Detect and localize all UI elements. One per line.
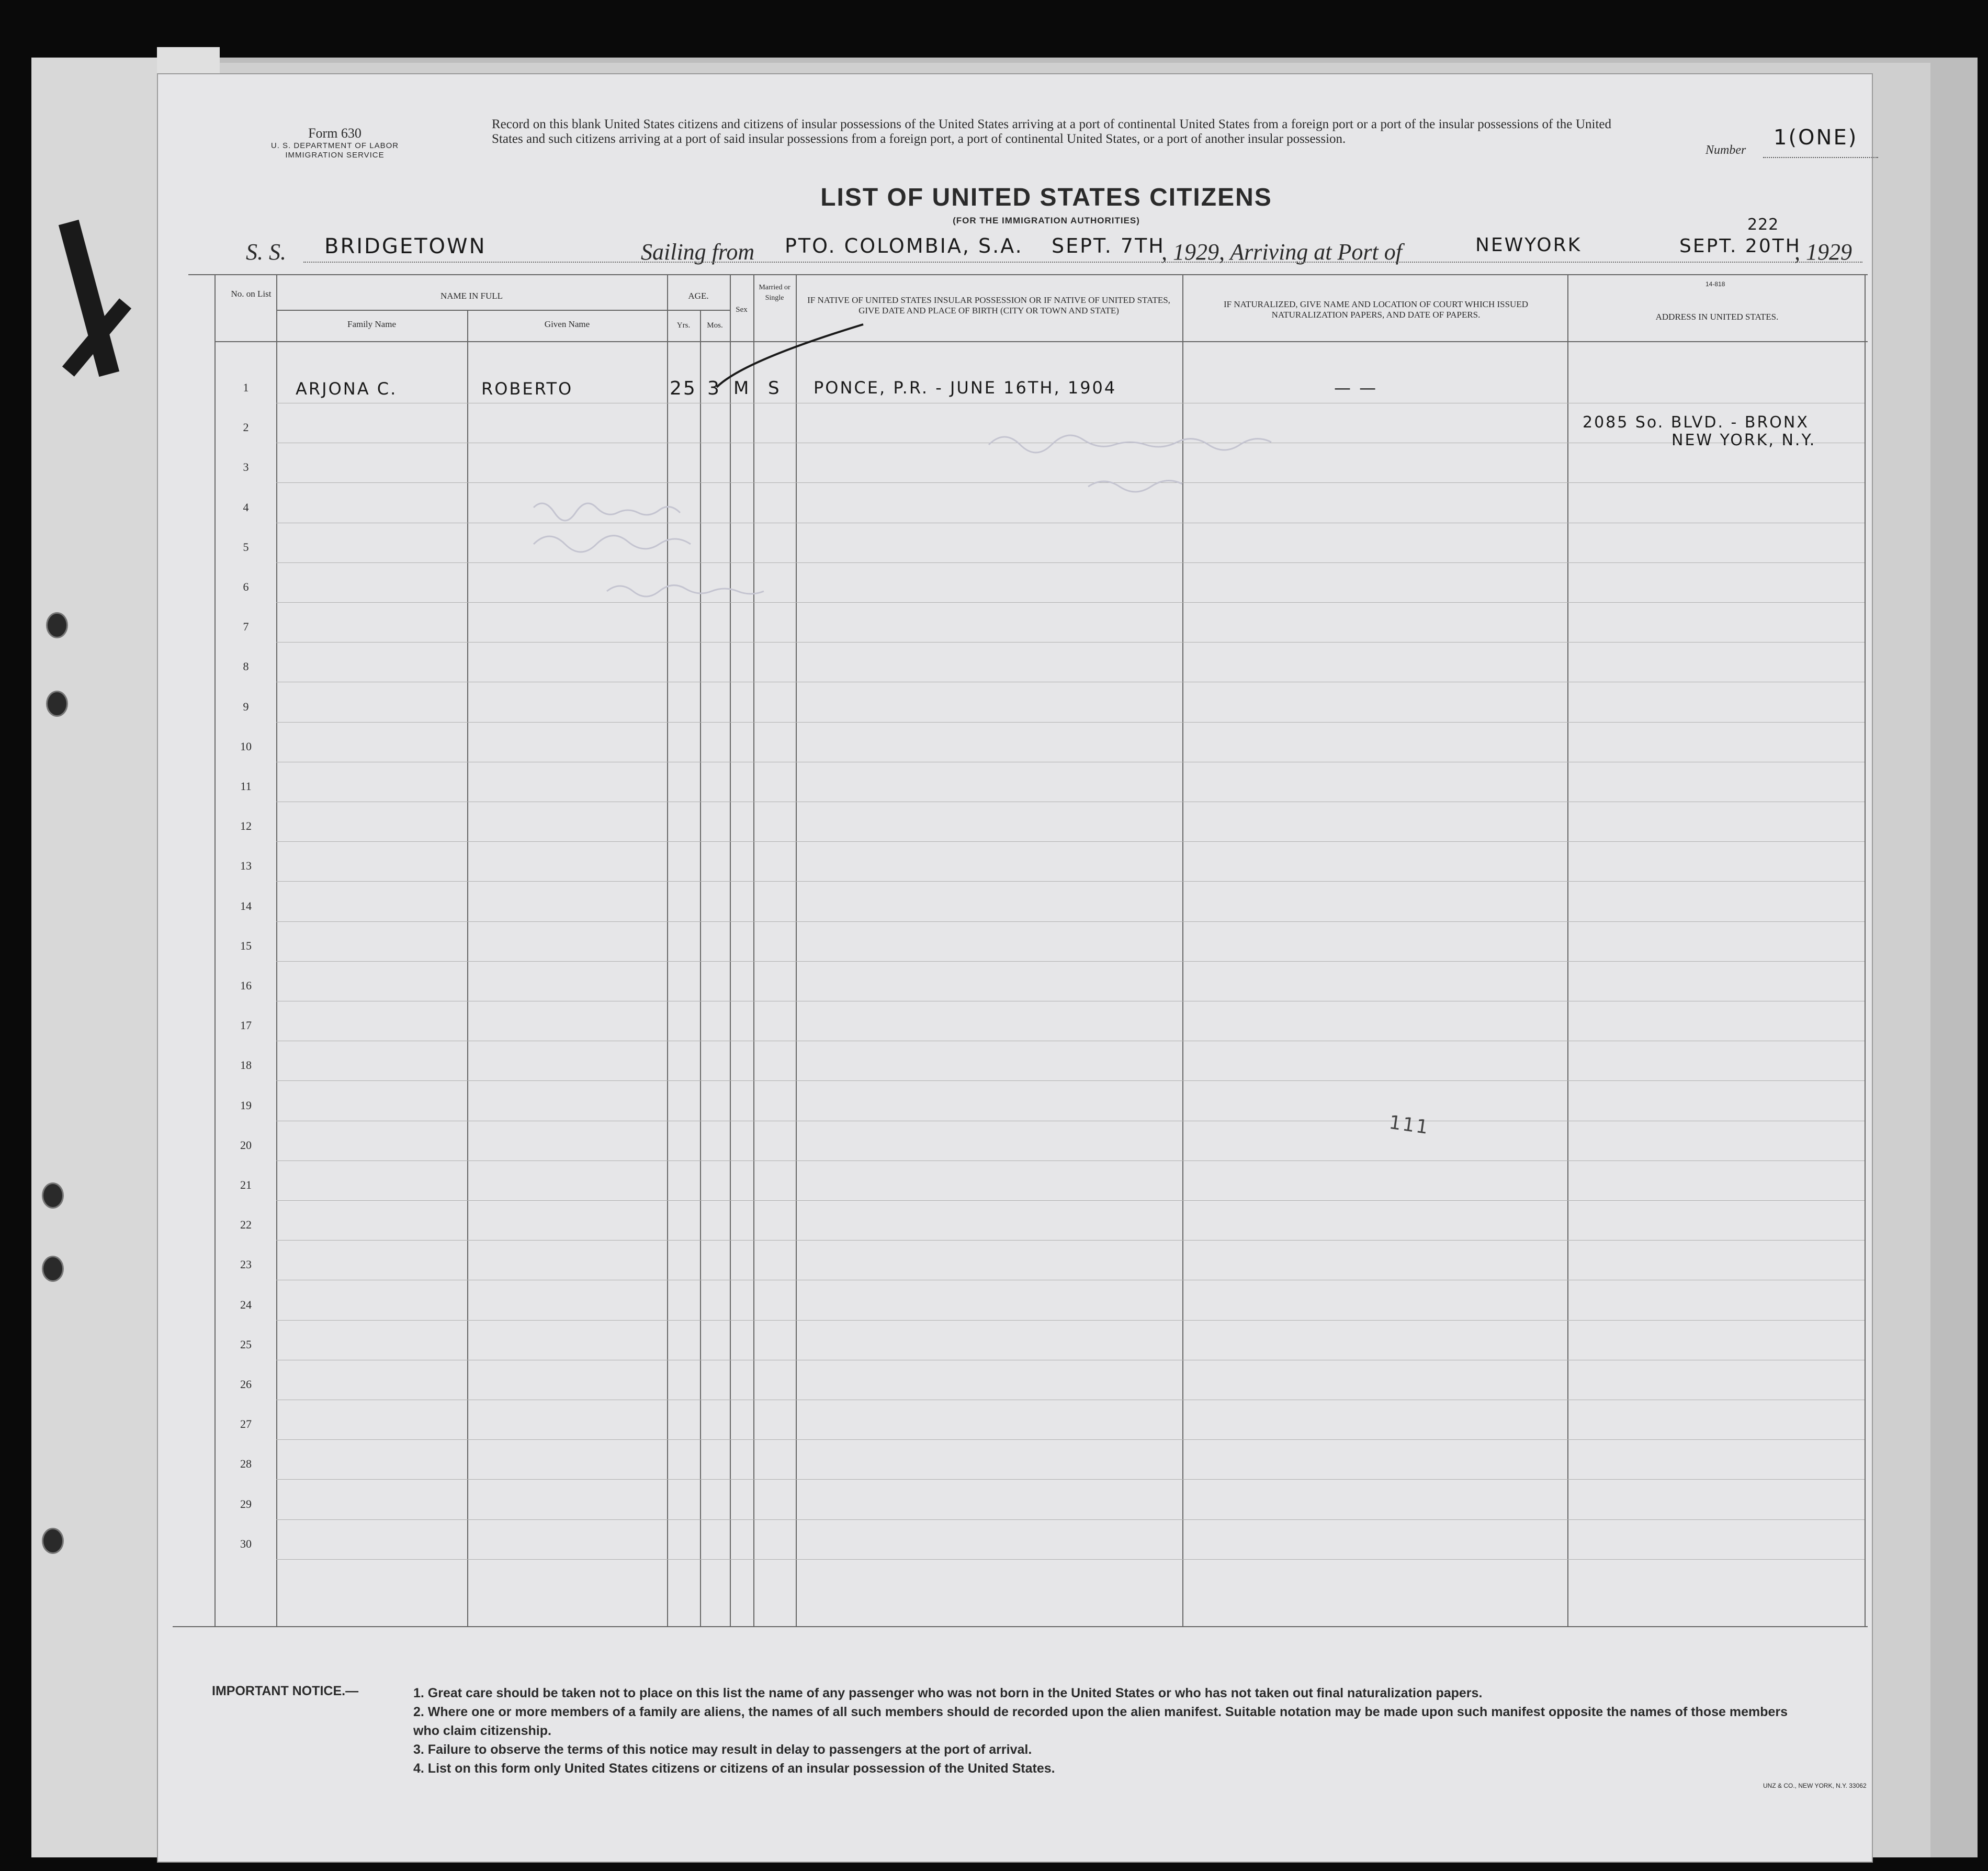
arrival-date-annotation: 222 (1747, 216, 1779, 234)
notice-item-3: 3. Failure to observe the terms of this notice may result in delay to passengers at the port of arrival. (413, 1742, 1032, 1757)
arrival-date: SEPT. 20TH (1679, 235, 1801, 257)
header-mos: Mos. (707, 321, 723, 330)
row-number: 11 (240, 780, 252, 793)
row-number: 19 (240, 1099, 252, 1112)
col-line (276, 274, 277, 1626)
row-number: 7 (243, 620, 249, 633)
col-line (1865, 274, 1866, 1626)
voyage-underline (303, 262, 1862, 263)
row-rule (276, 1519, 1865, 1520)
entry-address-line2: NEW YORK, N.Y. (1671, 431, 1816, 449)
row-rule (276, 921, 1865, 922)
form-number: Form 630 (308, 126, 362, 141)
sailing-label: Sailing from (641, 239, 755, 265)
row-number: 15 (240, 939, 252, 952)
ss-label: S. S. (246, 239, 286, 265)
header-married-single: Married or Single (759, 284, 790, 302)
entry-given-name: ROBERTO (481, 379, 573, 399)
pencil-scribble (984, 419, 1381, 502)
age-subheader-rule (667, 310, 730, 311)
row-number: 9 (243, 700, 249, 713)
name-subheader-rule (276, 310, 667, 311)
row-number: 20 (240, 1139, 252, 1152)
row-rule (276, 1439, 1865, 1440)
row-rule (276, 1160, 1865, 1161)
row-rule (276, 562, 1865, 563)
row-number: 27 (240, 1417, 252, 1430)
header-family-name: Family Name (347, 319, 396, 329)
notice-item-2: 2. Where one or more members of a family are aliens, the names of all such members should de recorded upon the alien manifest. Suitable notation may be made upon such manifest opposite the names of those members who claim citizenship. (413, 1705, 1788, 1738)
sailing-date: SEPT. 7TH (1052, 234, 1165, 257)
entry-marital-status: S (768, 378, 781, 399)
row-number: 16 (240, 979, 252, 992)
row-rule (276, 841, 1865, 842)
col-line (467, 310, 468, 1626)
row-number: 21 (240, 1178, 252, 1191)
header-birth: IF NATIVE OF UNITED STATES INSULAR POSSESSION OR IF NATIVE OF UNITED STATES, GIVE DATE AND PLACE OF BIRTH (CITY OR TOWN AND STATE) (807, 295, 1170, 315)
row-rule (276, 722, 1865, 723)
row-number: 28 (240, 1457, 252, 1470)
department-label: U. S. DEPARTMENT OF LABOR (270, 141, 399, 150)
page-title: LIST OF UNITED STATES CITIZENS (820, 184, 1272, 211)
row-rule (276, 961, 1865, 962)
record-instructions: Record on this blank United States citizens and citizens of insular possessions of the United States arriving at a port of continental United States from a foreign port or a port of the insular possessions of the United States and such citizens arriving at a port of said insular possessions from a foreign port, a port of continental United States, or a port of another insular possession. (492, 117, 1611, 146)
entry-address-line1: 2085 So. BLVD. - BRONX (1583, 413, 1809, 432)
row-number: 29 (240, 1497, 252, 1511)
number-underline (1763, 157, 1878, 158)
page-subtitle: (FOR THE IMMIGRATION AUTHORITIES) (953, 216, 1140, 226)
col-line (796, 274, 797, 1626)
header-no-on-list: No. on List (231, 289, 272, 299)
header-sex: Sex (736, 306, 748, 314)
arrival-year: , 1929 (1794, 239, 1852, 265)
sailing-year-arriving: , 1929, Arriving at Port of (1161, 239, 1402, 265)
notice-title: IMPORTANT NOTICE.— (212, 1684, 359, 1698)
sailing-from: PTO. COLOMBIA, S.A. (785, 234, 1023, 257)
notice-item-1: 1. Great care should be taken not to place on this list the name of any passenger who was not born in the United States or who has not taken out final naturalization papers. (413, 1686, 1483, 1700)
header-age: AGE. (688, 291, 709, 301)
header-naturalized: IF NATURALIZED, GIVE NAME AND LOCATION OF COURT WHICH ISSUED NATURALIZATION PAPERS, AND DATE OF PAPERS. (1223, 299, 1528, 320)
punch-hole (42, 1256, 64, 1282)
entry-age-months: 3 (707, 378, 721, 399)
row-number: 25 (240, 1338, 252, 1351)
entry-sex: M (733, 378, 751, 399)
row-rule (276, 1320, 1865, 1321)
entry-age-years: 25 (670, 378, 697, 399)
number-value: 1(ONE) (1774, 126, 1858, 150)
row-number: 5 (243, 540, 249, 554)
table-header-bottom (214, 341, 1868, 342)
service-label: IMMIGRATION SERVICE (285, 151, 385, 160)
table-top-rule (188, 274, 1868, 275)
entry-family-name: ARJONA C. (296, 379, 398, 399)
row-number: 8 (243, 660, 249, 673)
row-number: 1 (243, 381, 249, 394)
row-rule (276, 881, 1865, 882)
row-rule (276, 642, 1865, 643)
form-code: 14-818 (1705, 280, 1725, 288)
row-number: 23 (240, 1258, 252, 1271)
row-number: 10 (240, 740, 252, 753)
row-number: 18 (240, 1058, 252, 1072)
col-line (214, 274, 216, 1626)
form-number-block (251, 126, 419, 160)
row-number: 26 (240, 1378, 252, 1391)
row-number: 30 (240, 1537, 252, 1550)
col-line (753, 274, 754, 1626)
row-rule (276, 1240, 1865, 1241)
pencil-scribble (523, 492, 889, 617)
row-number: 22 (240, 1218, 252, 1231)
table-bottom-rule (173, 1626, 1868, 1627)
col-line (730, 274, 731, 1626)
row-number: 17 (240, 1019, 252, 1032)
row-rule (276, 1200, 1865, 1201)
row-number: 6 (243, 580, 249, 593)
punch-hole (42, 1182, 64, 1209)
punch-hole (46, 691, 68, 717)
entry-naturalized: — — (1334, 378, 1378, 398)
header-given-name: Given Name (544, 319, 590, 329)
printer-imprint: UNZ & CO., NEW YORK, N.Y. 33062 (1763, 1782, 1867, 1789)
ship-name: BRIDGETOWN (324, 234, 487, 258)
entry-birth: PONCE, P.R. - JUNE 16TH, 1904 (814, 378, 1117, 398)
row-rule (276, 1479, 1865, 1480)
number-label: Number (1705, 143, 1746, 157)
header-yrs: Yrs. (676, 321, 691, 330)
row-number: 4 (243, 501, 249, 514)
row-number: 13 (240, 859, 252, 872)
col-line (667, 274, 668, 1626)
notice-items (413, 1684, 1815, 1778)
row-number: 14 (240, 899, 252, 912)
stray-mark: 111 (1387, 1111, 1431, 1139)
arrival-port: NEWYORK (1475, 234, 1582, 256)
row-number: 2 (243, 421, 249, 434)
col-line (1567, 274, 1568, 1626)
header-address: ADDRESS IN UNITED STATES. (1655, 312, 1779, 322)
punch-hole (46, 612, 68, 638)
row-rule (276, 602, 1865, 603)
check-mark (711, 319, 868, 392)
notice-item-4: 4. List on this form only United States citizens or citizens of an insular possession of the United States. (413, 1761, 1055, 1776)
header-name-in-full: NAME IN FULL (440, 291, 503, 301)
row-number: 24 (240, 1298, 252, 1311)
row-rule (276, 1080, 1865, 1081)
punch-hole (42, 1528, 64, 1554)
row-number: 12 (240, 819, 252, 832)
row-rule (276, 1559, 1865, 1560)
row-number: 3 (243, 460, 249, 474)
